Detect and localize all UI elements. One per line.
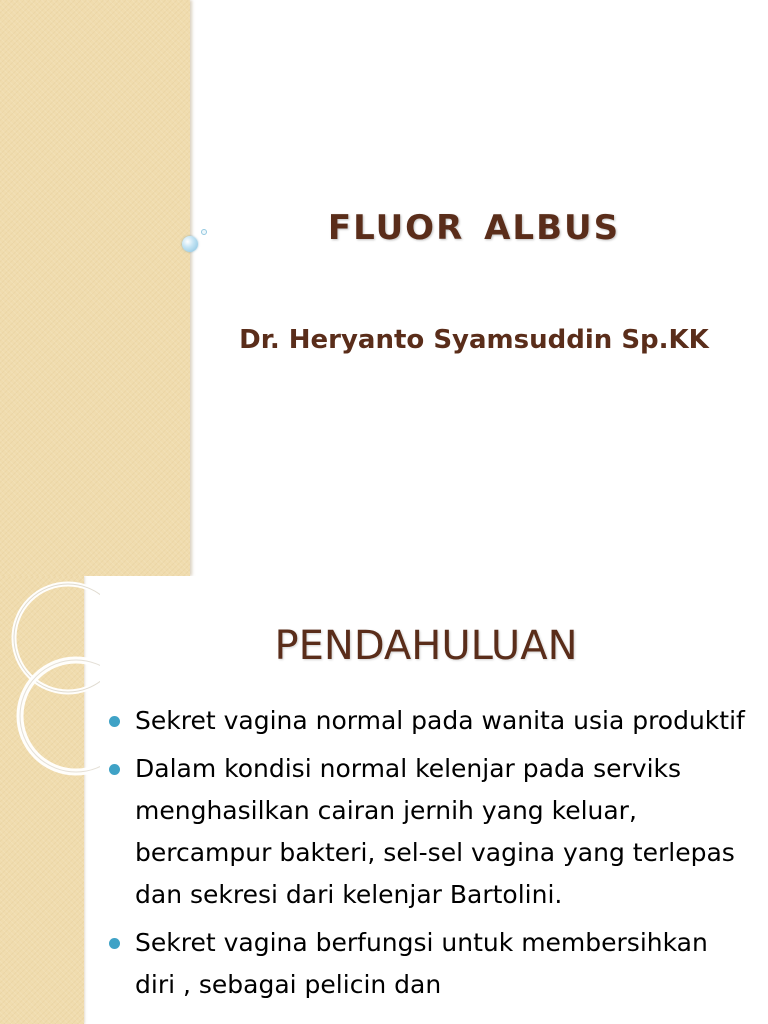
presenter-name: Dr. Heryanto Syamsuddin Sp.KK	[239, 325, 709, 355]
bullet-text: Dalam kondisi normal kelenjar pada serviks menghasilkan cairan jernih yang keluar, bercampur bakteri, sel-sel vagina yang terlepas dan sekresi dari kelenjar Bartolini.	[135, 754, 735, 909]
slide-title: PENDAHULUAN	[274, 623, 578, 669]
bullet-item	[108, 700, 748, 742]
content-slide	[0, 576, 768, 1024]
bullet-dot-icon	[109, 764, 120, 775]
bullet-text: Sekret vagina berfungsi untuk membersihkan diri , sebagai pelicin dan	[135, 928, 708, 999]
bullet-item	[108, 748, 748, 916]
ring-lower	[20, 660, 100, 772]
bullet-text: Sekret vagina normal pada wanita usia produktif	[135, 706, 745, 735]
tan-side-panel	[0, 0, 190, 576]
presentation-title: FLUOR ALBUS	[327, 208, 621, 248]
bullet-dot-icon	[109, 716, 120, 727]
bullet-item	[108, 922, 748, 1006]
bullet-list	[108, 700, 748, 1012]
ring-decoration	[0, 576, 100, 776]
bullet-dot-icon	[109, 938, 120, 949]
